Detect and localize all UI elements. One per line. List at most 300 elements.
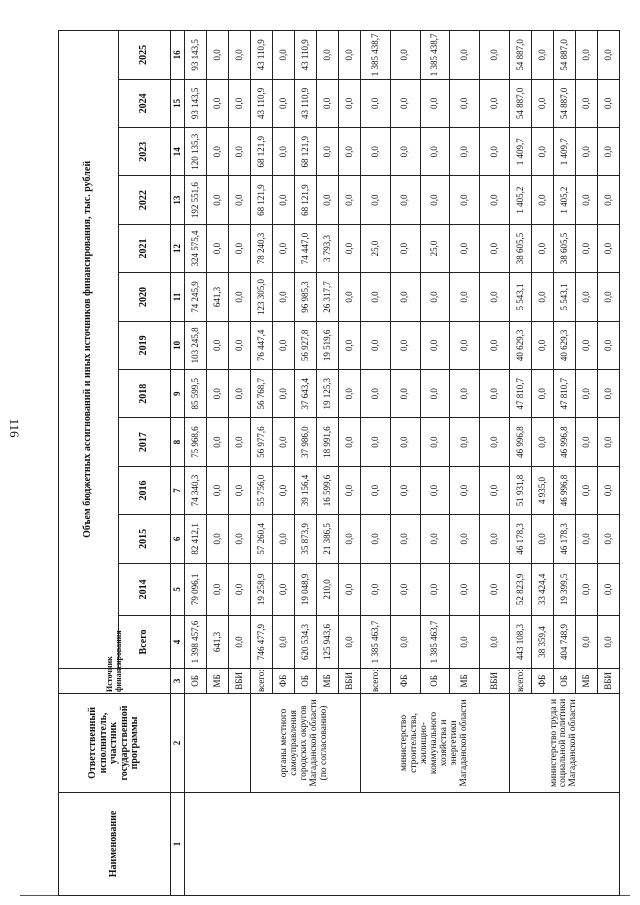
value-cell: 0,0 [206,418,228,466]
funding-title: Объем бюджетных ассигнований и иных источников финансирования, тыс. рублей [59,31,119,669]
value-cell: 0,0 [206,31,228,80]
value-cell: 40 629,3 [509,321,531,369]
value-cell: 38 605,5 [553,224,575,272]
value-cell: 0,0 [272,563,294,616]
value-cell: 0,0 [360,466,390,514]
value-cell: 443 108,3 [509,616,531,669]
value-cell: 0,0 [575,370,597,418]
value-cell: 0,0 [450,224,480,272]
value-cell: 82 412,1 [185,515,207,563]
value-cell: 0,0 [390,321,420,369]
value-cell: 103 245,8 [185,321,207,369]
value-cell: 0,0 [228,616,250,669]
value-cell: 19 519,6 [316,321,338,369]
value-cell: 0,0 [450,176,480,224]
value-cell: 0,0 [450,515,480,563]
value-cell: 76 447,4 [250,321,272,369]
value-cell: 0,0 [338,563,360,616]
value-cell: 746 477,9 [250,616,272,669]
table-row [250,31,272,896]
rotated-table-container [58,30,620,896]
value-cell: 0,0 [228,515,250,563]
value-cell: 0,0 [450,128,480,176]
value-cell: 0,0 [450,321,480,369]
value-cell: 0,0 [531,418,553,466]
value-cell: 68 121,9 [294,128,316,176]
value-cell: 35 873,9 [294,515,316,563]
value-cell: 93 143,5 [185,79,207,127]
value-cell: 0,0 [338,176,360,224]
value-cell: 0,0 [390,176,420,224]
value-cell: 1 398 457,6 [185,616,207,669]
value-cell: 120 135,3 [185,128,207,176]
index-cell: 14 [171,128,185,176]
value-cell: 0,0 [420,418,450,466]
value-cell: 0,0 [272,370,294,418]
value-cell: 79 096,1 [185,563,207,616]
value-cell: 78 240,3 [250,224,272,272]
value-cell: 0,0 [206,563,228,616]
col-year-header: 2024 [119,79,171,127]
value-cell: 74 245,9 [185,273,207,321]
value-cell: 40 629,3 [553,321,575,369]
value-cell: 0,0 [360,321,390,369]
value-cell: 641,3 [206,273,228,321]
value-cell: 46 178,3 [509,515,531,563]
source-cell: ВБИ [228,668,250,693]
value-cell: 0,0 [420,128,450,176]
value-cell: 25,0 [420,224,450,272]
value-cell: 68 121,9 [250,128,272,176]
value-cell: 0,0 [360,370,390,418]
value-cell: 0,0 [228,224,250,272]
value-cell: 57 260,4 [250,515,272,563]
value-cell: 0,0 [228,273,250,321]
col-year-header: 2016 [119,466,171,514]
value-cell: 0,0 [575,616,597,669]
value-cell: 0,0 [272,616,294,669]
value-cell: 0,0 [272,224,294,272]
col-year-header: 2018 [119,370,171,418]
value-cell: 0,0 [531,79,553,127]
value-cell: 0,0 [480,79,510,127]
source-cell: ВБИ [597,668,619,693]
value-cell: 0,0 [228,128,250,176]
source-cell: ФБ [390,668,420,693]
value-cell: 641,3 [206,616,228,669]
index-cell: 9 [171,370,185,418]
value-cell: 19 125,3 [316,370,338,418]
value-cell: 0,0 [338,418,360,466]
value-cell: 54 887,0 [509,79,531,127]
value-cell: 37 643,4 [294,370,316,418]
value-cell: 0,0 [480,128,510,176]
value-cell: 0,0 [531,224,553,272]
col-year-header: 2020 [119,273,171,321]
value-cell: 210,0 [316,563,338,616]
value-cell: 0,0 [420,176,450,224]
value-cell: 47 810,7 [553,370,575,418]
value-cell: 1 385 438,7 [360,31,390,80]
value-cell: 93 143,5 [185,31,207,80]
value-cell: 0,0 [531,176,553,224]
value-cell: 0,0 [597,224,619,272]
value-cell: 0,0 [480,176,510,224]
value-cell: 0,0 [480,224,510,272]
value-cell: 0,0 [390,79,420,127]
value-cell: 74 340,3 [185,466,207,514]
value-cell: 0,0 [575,418,597,466]
value-cell: 3 793,3 [316,224,338,272]
value-cell: 0,0 [480,466,510,514]
value-cell: 0,0 [206,466,228,514]
value-cell: 0,0 [597,321,619,369]
value-cell: 33 424,4 [531,563,553,616]
col-year-header: 2014 [119,563,171,616]
value-cell: 0,0 [206,321,228,369]
value-cell: 43 110,9 [294,79,316,127]
value-cell: 0,0 [206,370,228,418]
value-cell: 54 887,0 [509,31,531,80]
value-cell: 54 887,0 [553,31,575,80]
index-cell: 5 [171,563,185,616]
value-cell: 1 409,7 [509,128,531,176]
value-cell: 0,0 [272,321,294,369]
header-row-1 [59,31,119,896]
value-cell: 46 996,8 [509,418,531,466]
index-cell: 10 [171,321,185,369]
value-cell: 56 768,7 [250,370,272,418]
value-cell: 0,0 [597,515,619,563]
value-cell: 26 317,7 [316,273,338,321]
value-cell: 19 048,9 [294,563,316,616]
table-body [185,31,620,896]
value-cell: 0,0 [531,128,553,176]
value-cell: 0,0 [228,79,250,127]
source-cell: МБ [450,668,480,693]
col-year-header: 2019 [119,321,171,369]
source-cell: ФБ [531,668,553,693]
value-cell: 18 991,6 [316,418,338,466]
value-cell: 0,0 [597,370,619,418]
value-cell: 0,0 [450,466,480,514]
source-cell: МБ [575,668,597,693]
col-year-header: 2021 [119,224,171,272]
value-cell: 0,0 [480,321,510,369]
value-cell: 620 534,3 [294,616,316,669]
value-cell: 56 977,6 [250,418,272,466]
value-cell: 0,0 [272,31,294,80]
page-number: 116 [7,418,22,438]
value-cell: 0,0 [338,273,360,321]
source-cell: всего: [360,668,390,693]
value-cell: 0,0 [228,418,250,466]
value-cell: 46 996,8 [553,466,575,514]
value-cell: 0,0 [228,321,250,369]
index-row [171,31,185,896]
source-cell: ОБ [294,668,316,693]
value-cell: 324 575,4 [185,224,207,272]
value-cell: 0,0 [390,273,420,321]
value-cell: 0,0 [597,273,619,321]
index-cell: 8 [171,418,185,466]
value-cell: 0,0 [531,31,553,80]
source-cell: ОБ [553,668,575,693]
col-responsible-header: Ответственный исполнитель, участник государственной программы [59,694,171,793]
value-cell: 0,0 [531,370,553,418]
value-cell: 0,0 [420,370,450,418]
index-cell: 3 [171,668,185,693]
value-cell: 0,0 [420,321,450,369]
table-row [185,31,207,896]
value-cell: 0,0 [272,515,294,563]
value-cell: 0,0 [360,128,390,176]
value-cell: 0,0 [390,31,420,80]
value-cell: 0,0 [390,370,420,418]
value-cell: 0,0 [338,321,360,369]
value-cell: 0,0 [575,176,597,224]
index-cell: 4 [171,616,185,669]
value-cell: 43 110,9 [250,79,272,127]
index-cell: 11 [171,273,185,321]
value-cell: 74 447,0 [294,224,316,272]
value-cell: 0,0 [575,224,597,272]
value-cell: 0,0 [597,418,619,466]
value-cell: 0,0 [420,273,450,321]
value-cell: 0,0 [206,224,228,272]
value-cell: 55 756,0 [250,466,272,514]
value-cell: 0,0 [575,128,597,176]
source-cell: МБ [206,668,228,693]
col-year-header: 2025 [119,31,171,80]
value-cell: 0,0 [338,31,360,80]
value-cell: 0,0 [597,31,619,80]
value-cell: 0,0 [272,176,294,224]
source-cell: МБ [316,668,338,693]
value-cell: 37 986,0 [294,418,316,466]
value-cell: 43 110,9 [294,31,316,80]
value-cell: 16 599,6 [316,466,338,514]
value-cell: 0,0 [480,370,510,418]
value-cell: 0,0 [531,273,553,321]
value-cell: 192 551,6 [185,176,207,224]
value-cell: 0,0 [480,515,510,563]
value-cell: 0,0 [206,176,228,224]
value-cell: 0,0 [597,79,619,127]
value-cell: 0,0 [338,466,360,514]
index-cell: 12 [171,224,185,272]
value-cell: 0,0 [272,466,294,514]
source-cell: ОБ [420,668,450,693]
value-cell: 1 385 463,7 [360,616,390,669]
value-cell: 25,0 [360,224,390,272]
value-cell: 0,0 [450,31,480,80]
value-cell: 1 385 438,7 [420,31,450,80]
value-cell: 5 543,1 [553,273,575,321]
value-cell: 0,0 [450,273,480,321]
value-cell: 38 359,4 [531,616,553,669]
col-name-header: Наименование [59,792,171,895]
value-cell: 0,0 [360,515,390,563]
value-cell: 0,0 [450,616,480,669]
value-cell: 0,0 [450,563,480,616]
value-cell: 0,0 [420,563,450,616]
value-cell: 51 931,8 [509,466,531,514]
value-cell: 0,0 [228,31,250,80]
value-cell: 1 405,2 [509,176,531,224]
value-cell: 0,0 [316,31,338,80]
value-cell: 38 605,5 [509,224,531,272]
value-cell: 0,0 [597,176,619,224]
responsible-cell: министерство строительства, жилищно-коммунального хозяйства и энергетики Магаданской области [360,694,509,793]
value-cell: 0,0 [575,79,597,127]
value-cell: 46 996,8 [553,418,575,466]
value-cell: 0,0 [597,466,619,514]
value-cell: 0,0 [272,273,294,321]
col-year-header: 2023 [119,128,171,176]
value-cell: 0,0 [575,515,597,563]
source-cell: ФБ [272,668,294,693]
value-cell: 0,0 [597,616,619,669]
value-cell: 52 823,9 [509,563,531,616]
value-cell: 68 121,9 [294,176,316,224]
index-cell: 16 [171,31,185,80]
value-cell: 0,0 [316,176,338,224]
value-cell: 0,0 [272,128,294,176]
name-cell [185,792,620,895]
col-total-header: Всего [119,616,171,669]
value-cell: 0,0 [228,370,250,418]
value-cell: 0,0 [480,563,510,616]
value-cell: 0,0 [450,79,480,127]
index-cell: 15 [171,79,185,127]
value-cell: 21 386,5 [316,515,338,563]
value-cell: 0,0 [338,128,360,176]
value-cell: 0,0 [338,224,360,272]
col-source-header: Источник финансирования [59,668,171,693]
col-year-header: 2017 [119,418,171,466]
value-cell: 43 110,9 [250,31,272,80]
value-cell: 0,0 [480,273,510,321]
value-cell: 0,0 [390,466,420,514]
value-cell: 0,0 [480,616,510,669]
value-cell: 0,0 [228,466,250,514]
value-cell: 0,0 [390,515,420,563]
value-cell: 0,0 [575,273,597,321]
value-cell: 0,0 [390,616,420,669]
value-cell: 0,0 [338,79,360,127]
index-cell: 2 [171,694,185,793]
value-cell: 0,0 [206,79,228,127]
table-row [360,31,390,896]
value-cell: 0,0 [228,176,250,224]
value-cell: 0,0 [228,563,250,616]
value-cell: 0,0 [575,466,597,514]
value-cell: 0,0 [272,418,294,466]
value-cell: 0,0 [360,273,390,321]
value-cell: 1 409,7 [553,128,575,176]
value-cell: 0,0 [531,515,553,563]
value-cell: 0,0 [480,418,510,466]
source-cell: ВБИ [338,668,360,693]
value-cell: 39 156,4 [294,466,316,514]
value-cell: 47 810,7 [509,370,531,418]
source-cell: ВБИ [480,668,510,693]
value-cell: 75 968,6 [185,418,207,466]
value-cell: 0,0 [597,128,619,176]
value-cell: 19 258,9 [250,563,272,616]
value-cell: 0,0 [420,79,450,127]
value-cell: 54 887,0 [553,79,575,127]
value-cell: 0,0 [575,321,597,369]
budget-table [58,30,620,896]
value-cell: 0,0 [480,31,510,80]
value-cell: 5 543,1 [509,273,531,321]
value-cell: 46 178,3 [553,515,575,563]
value-cell: 0,0 [272,79,294,127]
value-cell: 0,0 [390,128,420,176]
value-cell: 85 599,5 [185,370,207,418]
value-cell: 0,0 [450,418,480,466]
value-cell: 1 405,2 [553,176,575,224]
value-cell: 19 399,5 [553,563,575,616]
responsible-cell: министерство труда и социальной политики Магаданской области [509,694,619,793]
value-cell: 0,0 [597,563,619,616]
value-cell: 1 385 463,7 [420,616,450,669]
value-cell: 68 121,9 [250,176,272,224]
value-cell: 0,0 [338,370,360,418]
value-cell: 0,0 [338,515,360,563]
value-cell: 0,0 [360,176,390,224]
index-cell: 6 [171,515,185,563]
value-cell: 0,0 [316,79,338,127]
value-cell: 56 927,8 [294,321,316,369]
value-cell: 0,0 [360,563,390,616]
value-cell: 123 305,0 [250,273,272,321]
value-cell: 96 985,3 [294,273,316,321]
value-cell: 0,0 [360,79,390,127]
value-cell: 0,0 [316,128,338,176]
responsible-cell [185,694,251,793]
responsible-cell: органы местного самоуправления городских округов Магаданской области (по согласованию) [250,694,360,793]
value-cell: 404 748,9 [553,616,575,669]
value-cell: 0,0 [450,370,480,418]
index-cell: 13 [171,176,185,224]
source-cell: всего: [250,668,272,693]
source-cell: всего: [509,668,531,693]
value-cell: 0,0 [575,31,597,80]
value-cell: 0,0 [360,418,390,466]
col-year-header: 2015 [119,515,171,563]
index-cell: 1 [171,792,185,895]
value-cell: 0,0 [390,224,420,272]
col-year-header: 2022 [119,176,171,224]
table-row [509,31,531,896]
value-cell: 0,0 [531,321,553,369]
value-cell: 0,0 [420,466,450,514]
value-cell: 0,0 [206,515,228,563]
value-cell: 0,0 [206,128,228,176]
value-cell: 0,0 [420,515,450,563]
value-cell: 4 935,0 [531,466,553,514]
value-cell: 0,0 [338,616,360,669]
value-cell: 0,0 [575,563,597,616]
value-cell: 0,0 [390,563,420,616]
value-cell: 125 943,6 [316,616,338,669]
index-cell: 7 [171,466,185,514]
value-cell: 0,0 [390,418,420,466]
source-cell: ОБ [185,668,207,693]
